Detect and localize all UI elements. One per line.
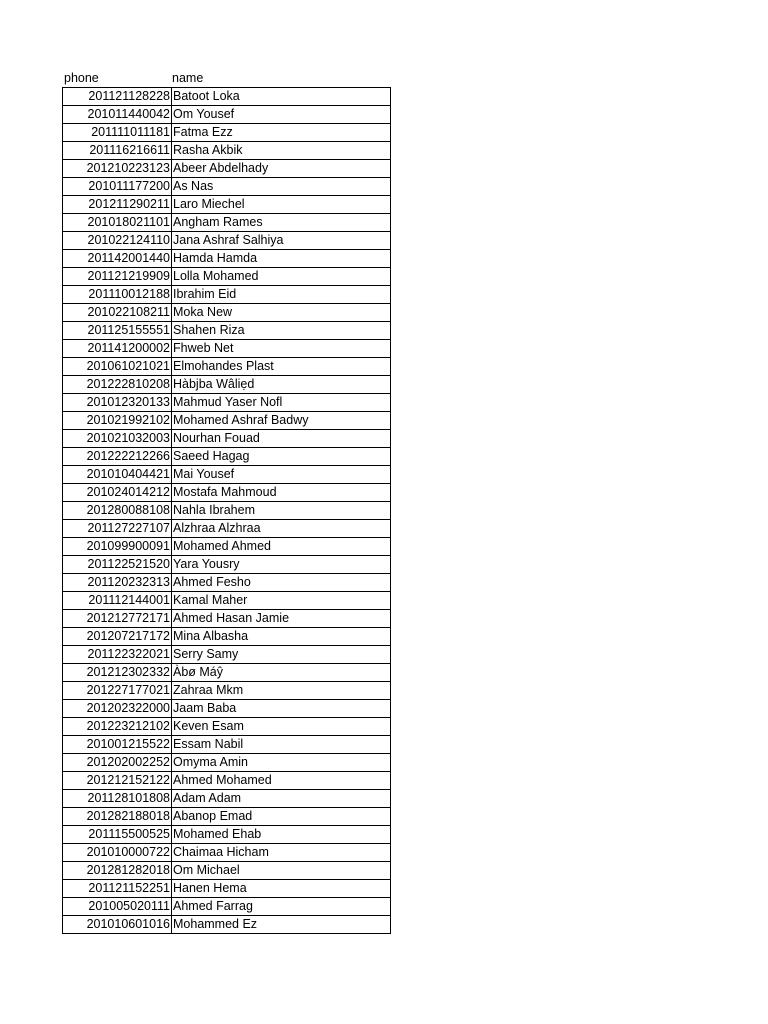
phone-cell[interactable]: 201011177200	[63, 178, 172, 196]
contacts-table-body	[63, 88, 391, 934]
table-row	[63, 448, 391, 466]
table-row	[63, 376, 391, 394]
name-cell[interactable]: Alzhraa Alzhraa	[172, 520, 391, 538]
phone-cell[interactable]: 201061021021	[63, 358, 172, 376]
table-row	[63, 556, 391, 574]
phone-cell[interactable]: 201010000722	[63, 844, 172, 862]
phone-cell[interactable]: 201022108211	[63, 304, 172, 322]
name-cell[interactable]: Laro Miechel	[172, 196, 391, 214]
name-cell[interactable]: Saeed Hagag	[172, 448, 391, 466]
phone-cell[interactable]: 201010601016	[63, 916, 172, 934]
phone-cell[interactable]: 201211290211	[63, 196, 172, 214]
name-cell[interactable]: Zahraa Mkm	[172, 682, 391, 700]
table-row	[63, 502, 391, 520]
phone-cell[interactable]: 201021032003	[63, 430, 172, 448]
phone-cell[interactable]: 201141200002	[63, 340, 172, 358]
table-row	[63, 772, 391, 790]
phone-cell[interactable]: 201022124110	[63, 232, 172, 250]
table-row	[63, 736, 391, 754]
phone-cell[interactable]: 201001215522	[63, 736, 172, 754]
table-row	[63, 646, 391, 664]
table-row	[63, 700, 391, 718]
table-row	[63, 520, 391, 538]
table-row	[63, 160, 391, 178]
table-row	[63, 538, 391, 556]
name-cell[interactable]: Keven Esam	[172, 718, 391, 736]
contacts-table	[62, 87, 391, 934]
name-cell[interactable]: Jaam Baba	[172, 700, 391, 718]
phone-cell[interactable]: 201018021101	[63, 214, 172, 232]
name-cell[interactable]: Mohamed Ehab	[172, 826, 391, 844]
name-cell[interactable]: Ibrahim Eid	[172, 286, 391, 304]
name-cell[interactable]: Om Yousef	[172, 106, 391, 124]
phone-cell[interactable]: 201120232313	[63, 574, 172, 592]
table-row	[63, 394, 391, 412]
name-cell[interactable]: Mostafa Mahmoud	[172, 484, 391, 502]
name-cell[interactable]: Angham Rames	[172, 214, 391, 232]
name-cell[interactable]: Abanop Emad	[172, 808, 391, 826]
table-row	[63, 430, 391, 448]
table-row	[63, 214, 391, 232]
table-row	[63, 268, 391, 286]
name-cell[interactable]: Hamda Hamda	[172, 250, 391, 268]
name-cell[interactable]: Ahmed Farrag	[172, 898, 391, 916]
table-row	[63, 916, 391, 934]
table-row	[63, 484, 391, 502]
phone-cell[interactable]: 201127227107	[63, 520, 172, 538]
table-row	[63, 88, 391, 106]
phone-cell[interactable]: 201212302332	[63, 664, 172, 682]
name-cell[interactable]: Om Michael	[172, 862, 391, 880]
phone-cell[interactable]: 201111011181	[63, 124, 172, 142]
phone-column-header[interactable]: phone	[64, 71, 99, 85]
name-cell[interactable]: Kamal Maher	[172, 592, 391, 610]
name-cell[interactable]: Àbø Máŷ	[172, 664, 391, 682]
table-row	[63, 628, 391, 646]
phone-cell[interactable]: 201115500525	[63, 826, 172, 844]
name-column-header[interactable]: name	[172, 71, 204, 85]
phone-cell[interactable]: 201122322021	[63, 646, 172, 664]
phone-cell[interactable]: 201212772171	[63, 610, 172, 628]
table-row	[63, 808, 391, 826]
table-row	[63, 898, 391, 916]
name-cell[interactable]: Ahmed Mohamed	[172, 772, 391, 790]
phone-cell[interactable]: 201222212266	[63, 448, 172, 466]
table-row	[63, 574, 391, 592]
name-cell[interactable]: Fhweb Net	[172, 340, 391, 358]
phone-cell[interactable]: 201005020111	[63, 898, 172, 916]
name-cell[interactable]: Hàbjba Wâliẹd	[172, 376, 391, 394]
name-cell[interactable]: Ahmed Fesho	[172, 574, 391, 592]
name-cell[interactable]: Mohamed Ashraf Badwy	[172, 412, 391, 430]
table-row	[63, 232, 391, 250]
phone-cell[interactable]: 201207217172	[63, 628, 172, 646]
table-row	[63, 880, 391, 898]
phone-cell[interactable]: 201021992102	[63, 412, 172, 430]
phone-cell[interactable]: 201112144001	[63, 592, 172, 610]
table-row	[63, 250, 391, 268]
name-cell[interactable]: Moka New	[172, 304, 391, 322]
name-cell[interactable]: Serry Samy	[172, 646, 391, 664]
table-row	[63, 142, 391, 160]
name-cell[interactable]: Mai Yousef	[172, 466, 391, 484]
phone-cell[interactable]: 201223212102	[63, 718, 172, 736]
name-cell[interactable]: Shahen Riza	[172, 322, 391, 340]
phone-cell[interactable]: 201024014212	[63, 484, 172, 502]
table-row	[63, 844, 391, 862]
phone-cell[interactable]: 201282188018	[63, 808, 172, 826]
table-row	[63, 754, 391, 772]
phone-cell[interactable]: 201280088108	[63, 502, 172, 520]
phone-cell[interactable]: 201121152251	[63, 880, 172, 898]
table-row	[63, 592, 391, 610]
name-cell[interactable]: Omyma Amin	[172, 754, 391, 772]
table-row	[63, 862, 391, 880]
name-cell[interactable]: As Nas	[172, 178, 391, 196]
name-cell[interactable]: Ahmed Hasan Jamie	[172, 610, 391, 628]
phone-cell[interactable]: 201222810208	[63, 376, 172, 394]
phone-cell[interactable]: 201227177021	[63, 682, 172, 700]
table-row	[63, 790, 391, 808]
name-cell[interactable]: Jana Ashraf Salhiya	[172, 232, 391, 250]
name-cell[interactable]: Nahla Ibrahem	[172, 502, 391, 520]
name-cell[interactable]: Elmohandes Plast	[172, 358, 391, 376]
table-row	[63, 610, 391, 628]
phone-cell[interactable]: 201012320133	[63, 394, 172, 412]
phone-cell[interactable]: 201125155551	[63, 322, 172, 340]
phone-cell[interactable]: 201110012188	[63, 286, 172, 304]
name-cell[interactable]: Hanen Hema	[172, 880, 391, 898]
table-row	[63, 466, 391, 484]
table-row	[63, 304, 391, 322]
table-row	[63, 322, 391, 340]
name-cell[interactable]: Nourhan Fouad	[172, 430, 391, 448]
column-header-row	[62, 69, 391, 87]
name-cell[interactable]: Abeer Abdelhady	[172, 160, 391, 178]
name-cell[interactable]: Adam Adam	[172, 790, 391, 808]
phone-cell[interactable]: 201121128228	[63, 88, 172, 106]
phone-cell[interactable]: 201116216611	[63, 142, 172, 160]
table-row	[63, 178, 391, 196]
phone-cell[interactable]: 201099900091	[63, 538, 172, 556]
table-row	[63, 106, 391, 124]
phone-cell[interactable]: 201142001440	[63, 250, 172, 268]
table-row	[63, 286, 391, 304]
spreadsheet	[62, 69, 391, 934]
name-cell[interactable]: Yara Yousry	[172, 556, 391, 574]
table-row	[63, 358, 391, 376]
name-cell[interactable]: Batoot Loka	[172, 88, 391, 106]
table-row	[63, 412, 391, 430]
name-cell[interactable]: Chaimaa Hicham	[172, 844, 391, 862]
phone-cell[interactable]: 201010404421	[63, 466, 172, 484]
table-row	[63, 826, 391, 844]
phone-cell[interactable]: 201011440042	[63, 106, 172, 124]
table-row	[63, 682, 391, 700]
table-row	[63, 124, 391, 142]
table-row	[63, 340, 391, 358]
phone-cell[interactable]: 201210223123	[63, 160, 172, 178]
phone-cell[interactable]: 201212152122	[63, 772, 172, 790]
name-cell[interactable]: Mohammed Ez	[172, 916, 391, 934]
name-cell[interactable]: Fatma Ezz	[172, 124, 391, 142]
phone-cell[interactable]: 201281282018	[63, 862, 172, 880]
name-cell[interactable]: Essam Nabil	[172, 736, 391, 754]
phone-cell[interactable]: 201202002252	[63, 754, 172, 772]
name-cell[interactable]: Mahmud Yaser Nofl	[172, 394, 391, 412]
name-cell[interactable]: Mohamed Ahmed	[172, 538, 391, 556]
phone-cell[interactable]: 201121219909	[63, 268, 172, 286]
name-cell[interactable]: Mina Albasha	[172, 628, 391, 646]
phone-cell[interactable]: 201128101808	[63, 790, 172, 808]
table-row	[63, 196, 391, 214]
phone-cell[interactable]: 201202322000	[63, 700, 172, 718]
table-row	[63, 718, 391, 736]
phone-cell[interactable]: 201122521520	[63, 556, 172, 574]
name-cell[interactable]: Lolla Mohamed	[172, 268, 391, 286]
name-cell[interactable]: Rasha Akbik	[172, 142, 391, 160]
table-row	[63, 664, 391, 682]
